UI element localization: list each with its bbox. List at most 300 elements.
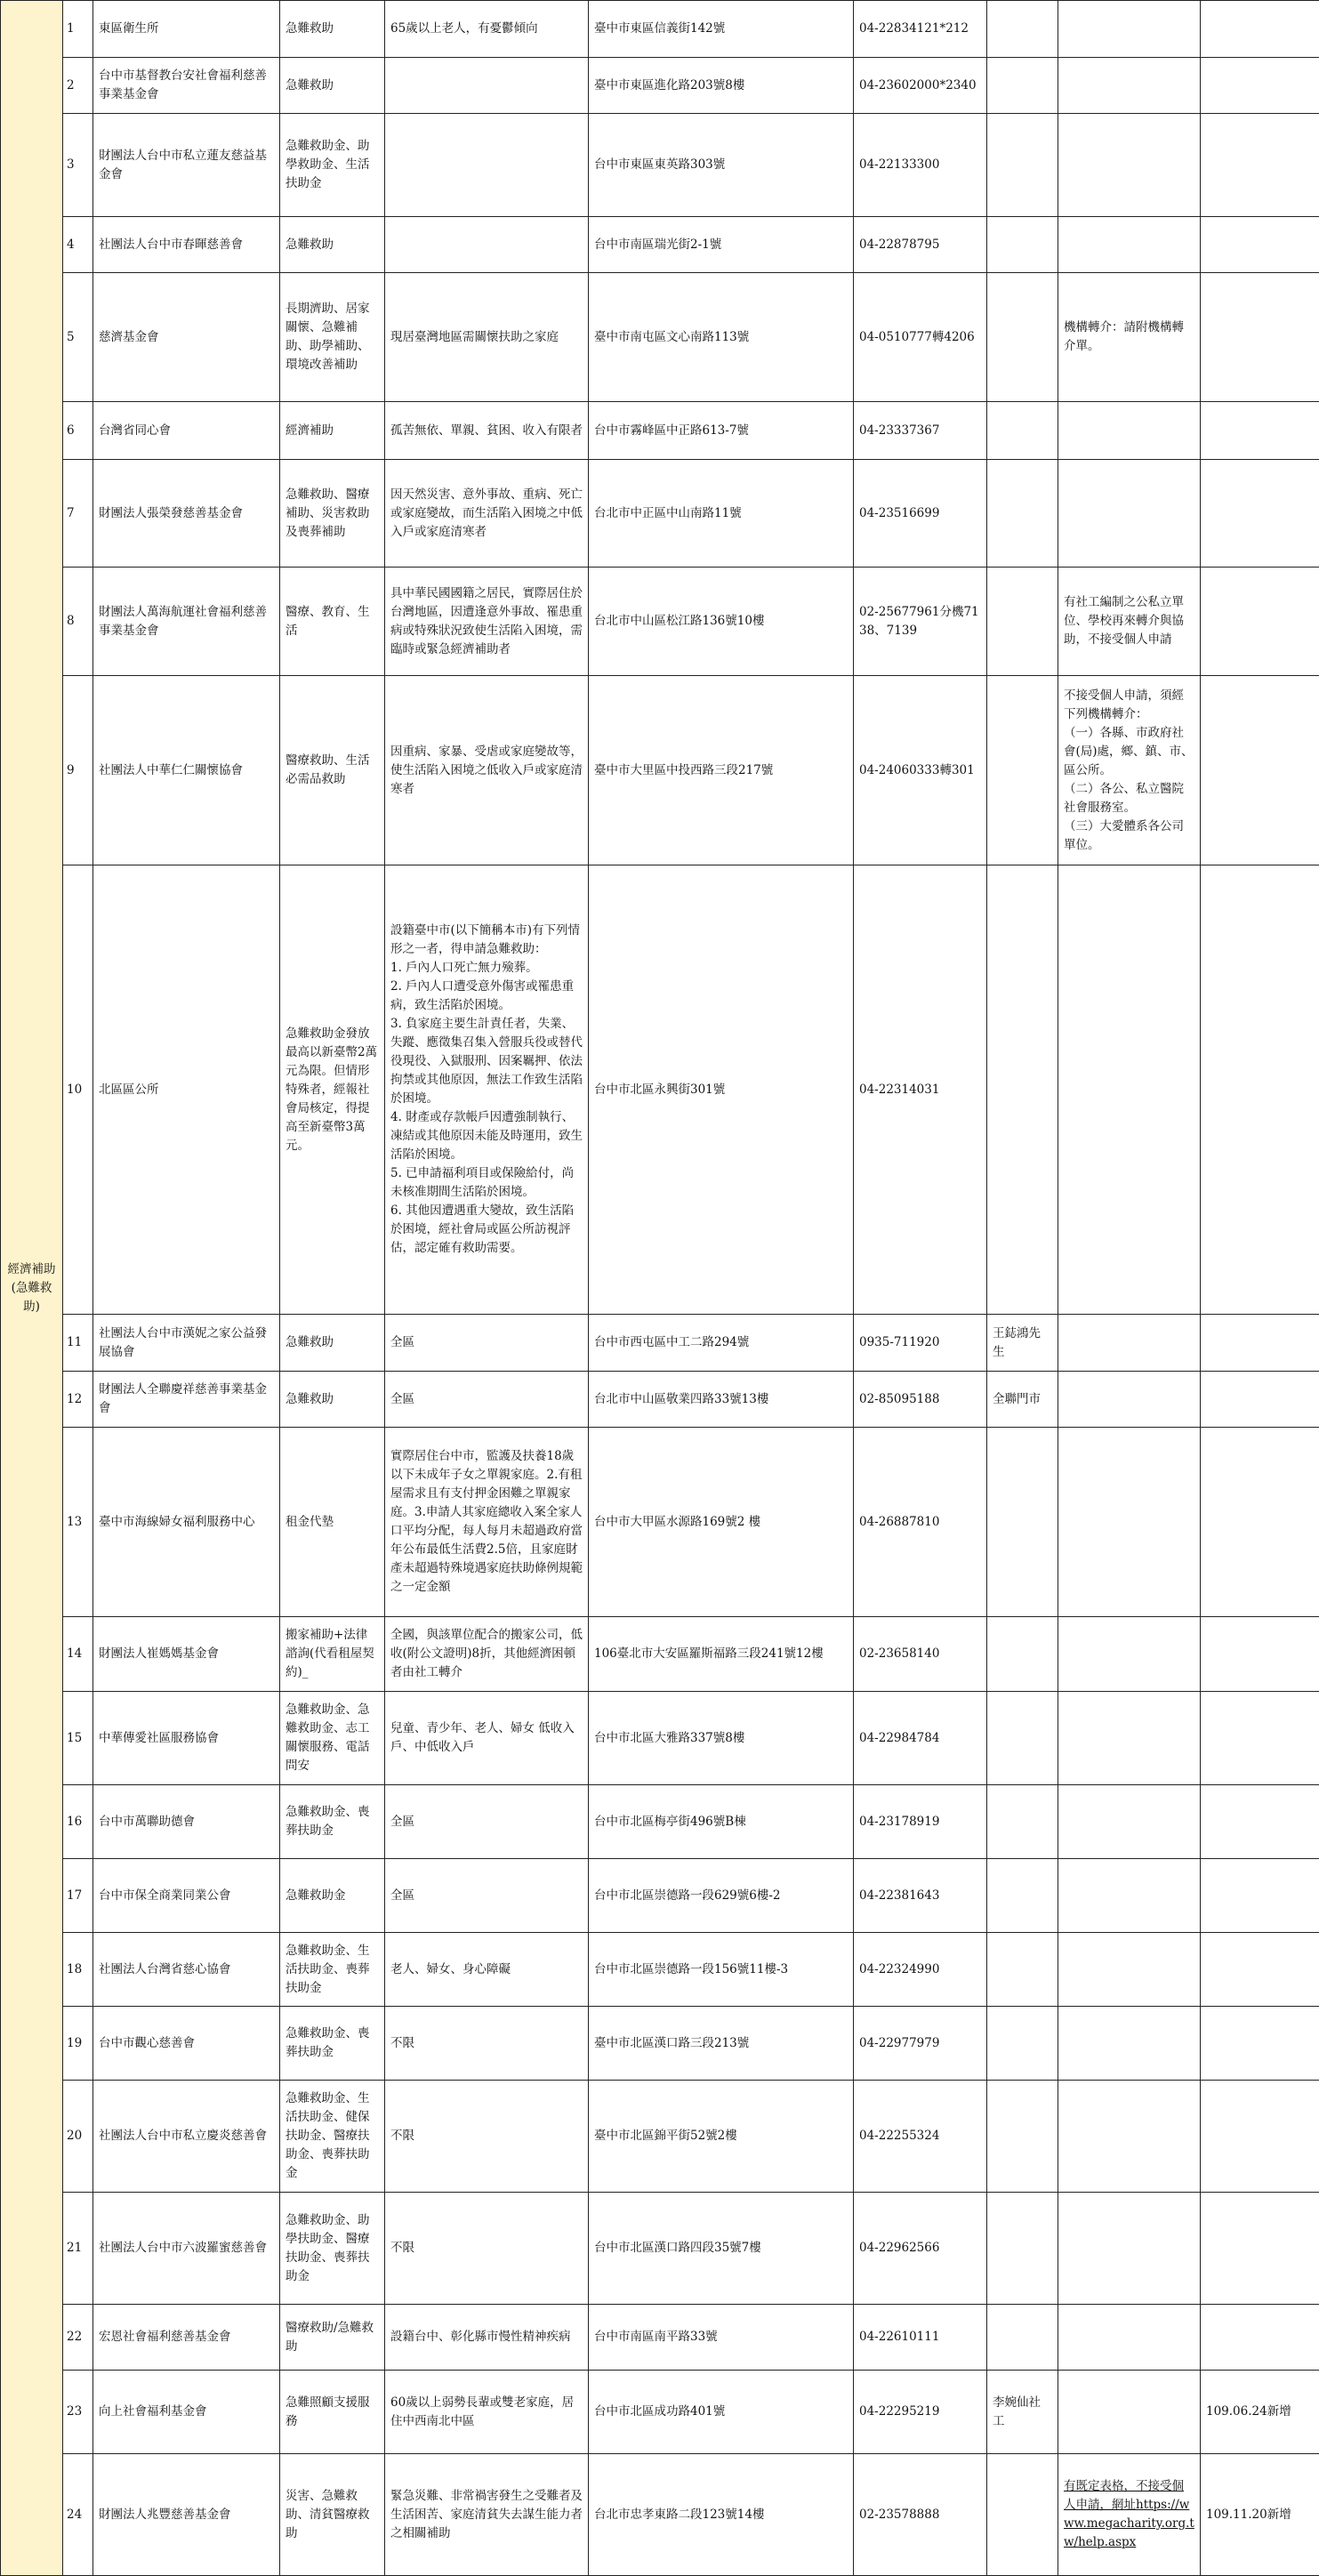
note-cell [1058,1859,1201,1933]
phone-cell [854,865,987,1315]
row-number: 4 [67,237,75,252]
phone-cell [854,2305,987,2371]
assistance-type-cell [280,676,385,865]
organization-name: 台灣省同心會 [99,423,171,438]
assistance-type: 急難救助金、生活扶助金、喪葬扶助金 [286,1944,370,1995]
organization-name: 社團法人台中市六波羅蜜慈善會 [99,2241,267,2255]
phone: 04-24060333轉301 [859,763,975,777]
table-row [1,2454,1319,2576]
phone: 04-22610111 [859,2330,939,2344]
address-cell [589,1,854,58]
phone: 04-22878795 [859,237,939,252]
contact-person-cell [987,1315,1058,1372]
phone-cell [854,1372,987,1428]
address-cell [589,2454,854,2576]
phone-cell [854,58,987,114]
phone: 04-0510777轉4206 [859,330,975,344]
row-number: 19 [67,2036,82,2050]
eligibility-cell [385,2305,589,2371]
contact-person-cell [987,1692,1058,1785]
table-row [1,1617,1319,1692]
address-cell [589,217,854,273]
update-note-cell [1201,1,1319,58]
row-number: 6 [67,423,75,438]
update-note: 109.06.24新增 [1206,2404,1291,2419]
note-cell [1058,1692,1201,1785]
eligibility: 不限 [390,2036,414,2050]
row-number-cell [63,2371,93,2454]
address: 台中市北區崇德路一段629號6樓-2 [594,1888,781,1903]
phone: 04-22977979 [859,2036,939,2050]
update-note-cell [1201,217,1319,273]
assistance-type-cell [280,1315,385,1372]
note-cell [1058,114,1201,217]
eligibility-cell [385,114,589,217]
address-cell [589,2081,854,2193]
update-note-cell [1201,1785,1319,1859]
update-note-cell [1201,1692,1319,1785]
update-note-cell [1201,2371,1319,2454]
eligibility: 65歲以上老人，有憂鬱傾向 [390,21,538,36]
note-cell [1058,402,1201,460]
contact-person-cell [987,217,1058,273]
assistance-type-cell [280,1692,385,1785]
eligibility: 設籍臺中市(以下簡稱本市)有下列情形之一者，得申請急難救助： 1. 戶內人口死亡無力殮葬。 2. 戶內人口遭受意外傷害或罹患重病，致生活陷於困境。 3. 負家庭主要生計責任者，失業、失蹤、應徵集召集入營服兵役或替代役現役、入獄服刑、因案羈押、依法拘禁或其他原因，無法工作致生活陷於困境。 4. 財產或存款帳戶因遭強制執行、凍結或其他原因未能及時運用，致生活陷於困境。 5. 已申請福利項目或保險給付，尚未核准期間生活陷於困境。 6. 其他因遭遇重大變故，致生活陷於困境，經社會局或區公所訪視評估，認定確有救助需要。 [390,923,583,1255]
address: 台中市北區大雅路337號8樓 [594,1731,744,1745]
note: 機構轉介：請附機構轉介單。 [1064,320,1184,353]
update-note-cell [1201,1617,1319,1692]
phone: 04-22834121*212 [859,21,969,36]
table-row [1,273,1319,402]
organization-name: 臺中市海線婦女福利服務中心 [99,1515,255,1529]
assistance-type: 急難救助金發放最高以新臺幣2萬元為限。但情形特殊者，經報社會局核定，得提高至新臺幣3萬元。 [286,1026,377,1153]
assistance-type-cell [280,460,385,568]
organization-name-cell [93,1,280,58]
address: 台中市北區崇德路一段156號11樓-3 [594,1962,788,1976]
eligibility: 全區 [390,1815,414,1829]
organization-name-cell [93,1933,280,2007]
address: 台北市中山區敬業四路33號13樓 [594,1392,768,1406]
update-note-cell [1201,2081,1319,2193]
assistance-type-cell [280,217,385,273]
phone: 02-23658140 [859,1646,939,1661]
organization-name: 宏恩社會福利慈善基金會 [99,2330,231,2344]
organization-name-cell [93,2007,280,2081]
row-number-cell [63,1933,93,2007]
table-row [1,1428,1319,1617]
note-cell [1058,1933,1201,2007]
eligibility: 全國，與該單位配合的搬家公司，低收(附公文證明)8折，其他經濟困頓者由社工轉介 [390,1628,583,1679]
assistance-type-cell [280,568,385,676]
note-cell [1058,2371,1201,2454]
assistance-type-cell [280,2305,385,2371]
row-number-cell [63,273,93,402]
table-row [1,1785,1319,1859]
phone-cell [854,1428,987,1617]
row-number-cell [63,2454,93,2576]
row-number-cell [63,402,93,460]
eligibility-cell [385,2193,589,2305]
assistance-type: 急難救助 [286,1335,334,1349]
phone-cell [854,1692,987,1785]
organization-name: 東區衛生所 [99,21,159,36]
organization-name-cell [93,217,280,273]
organization-name: 財團法人崔媽媽基金會 [99,1646,219,1661]
organization-name: 北區區公所 [99,1083,159,1097]
eligibility-cell [385,1372,589,1428]
eligibility-cell [385,1617,589,1692]
note-cell [1058,676,1201,865]
update-note-cell [1201,460,1319,568]
contact-person-cell [987,2081,1058,2193]
note: 有社工編制之公私立單位、學校再來轉介與協助，不接受個人申請 [1064,595,1184,647]
address-cell [589,865,854,1315]
organization-name: 財團法人兆豐慈善基金會 [99,2508,231,2522]
contact-person-cell [987,2193,1058,2305]
phone: 02-85095188 [859,1392,939,1406]
contact-person-cell [987,114,1058,217]
assistance-type-cell [280,1428,385,1617]
assistance-type-cell [280,1859,385,1933]
contact-person: 李婉仙社工 [993,2395,1041,2428]
contact-person-cell [987,1859,1058,1933]
phone-cell [854,114,987,217]
row-number: 22 [67,2330,82,2344]
row-number: 2 [67,78,75,93]
row-number: 12 [67,1392,82,1406]
organization-name-cell [93,568,280,676]
update-note-cell [1201,114,1319,217]
assistance-type: 災害、急難救助、清貧醫療救助 [286,2489,370,2540]
table-row [1,676,1319,865]
contact-person-cell [987,460,1058,568]
row-number-cell [63,1785,93,1859]
address: 臺中市南屯區文心南路113號 [594,330,749,344]
phone: 04-23516699 [859,506,939,520]
address-cell [589,2371,854,2454]
note-cell [1058,1,1201,58]
organization-name-cell [93,1692,280,1785]
category-cell [1,1,63,2576]
assistance-type-cell [280,2193,385,2305]
assistance-type-cell [280,2081,385,2193]
table-row [1,217,1319,273]
assistance-type-cell [280,1617,385,1692]
note: 不接受個人申請，須經下列機構轉介： （一）各縣、市政府社會(局)處，鄉、鎮、市、區公所。 （二）各公、私立醫院社會服務室。 （三）大愛體系各公司單位。 [1064,688,1194,852]
organization-name-cell [93,1617,280,1692]
phone: 04-22324990 [859,1962,939,1976]
row-number-cell [63,2081,93,2193]
phone-cell [854,2371,987,2454]
address: 台中市大甲區水源路169號2 樓 [594,1515,760,1529]
phone-cell [854,2193,987,2305]
address-cell [589,1692,854,1785]
table-row [1,1692,1319,1785]
phone-cell [854,1859,987,1933]
address: 臺中市東區進化路203號8樓 [594,78,744,93]
phone: 04-22133300 [859,157,939,172]
row-number: 13 [67,1515,82,1529]
note-cell [1058,2007,1201,2081]
address: 台中市北區永興街301號 [594,1083,725,1097]
note-cell [1058,568,1201,676]
assistance-type: 搬家補助+法律諮詢(代看租屋契約)_ [286,1628,374,1679]
address-cell [589,1933,854,2007]
eligibility-cell [385,2371,589,2454]
organization-name-cell [93,2371,280,2454]
eligibility-cell [385,58,589,114]
phone-cell [854,568,987,676]
phone: 04-22381643 [859,1888,939,1903]
organization-name: 台中市基督教台安社會福利慈善事業基金會 [99,68,267,101]
row-number: 16 [67,1815,82,1829]
assistance-type-cell [280,402,385,460]
table-row [1,114,1319,217]
address: 台中市北區梅亭街496號B棟 [594,1815,746,1829]
contact-person-cell [987,1372,1058,1428]
phone-cell [854,402,987,460]
contact-person-cell [987,2305,1058,2371]
row-number-cell [63,865,93,1315]
phone-cell [854,1617,987,1692]
organization-name: 財團法人台中市私立蓮友慈益基金會 [99,149,267,181]
update-note-cell [1201,865,1319,1315]
phone-cell [854,2454,987,2576]
address-cell [589,1315,854,1372]
address-cell [589,402,854,460]
eligibility-cell [385,273,589,402]
assistance-type: 急難救助金、喪葬扶助金 [286,1805,370,1838]
address-cell [589,1428,854,1617]
update-note-cell [1201,2007,1319,2081]
assistance-type: 急難救助金、急難救助金、志工關懷服務、電話問安 [286,1703,370,1773]
eligibility-cell [385,217,589,273]
address: 臺中市北區錦平街52號2樓 [594,2129,737,2143]
table-row [1,1315,1319,1372]
eligibility-cell [385,1315,589,1372]
row-number: 14 [67,1646,82,1661]
row-number-cell [63,2007,93,2081]
row-number: 24 [67,2508,82,2522]
eligibility: 現居臺灣地區需關懷扶助之家庭 [390,330,559,344]
eligibility-cell [385,2081,589,2193]
row-number-cell [63,1859,93,1933]
contact-person-cell [987,1428,1058,1617]
eligibility-cell [385,1933,589,2007]
eligibility: 實際居住台中市，監護及扶養18歲以下未成年子女之單親家庭。2.有租屋需求且有支付押金困難之單親家庭。3.申請人其家庭總收入案全家人口平均分配，每人每月未超過政府當年公布最低生活費2.5倍，且家庭財產未超過特殊境遇家庭扶助條例規範之一定金額 [390,1449,583,1594]
assistance-type-cell [280,1,385,58]
update-note: 109.11.20新增 [1206,2508,1291,2522]
table-row [1,1,1319,58]
organization-name-cell [93,58,280,114]
organization-name: 財團法人全聯慶祥慈善事業基金會 [99,1382,267,1415]
note-cell [1058,1315,1201,1372]
address: 台中市北區成功路401號 [594,2404,725,2419]
row-number: 23 [67,2404,82,2419]
row-number: 10 [67,1083,82,1097]
contact-person-cell [987,2454,1058,2576]
organization-name-cell [93,2081,280,2193]
table-body [1,1,1319,2576]
row-number: 21 [67,2241,82,2255]
update-note-cell [1201,568,1319,676]
table-row [1,2305,1319,2371]
note-cell [1058,1428,1201,1617]
address: 台中市西屯區中工二路294號 [594,1335,749,1349]
note-cell [1058,58,1201,114]
row-number: 18 [67,1962,82,1976]
organization-name-cell [93,676,280,865]
phone-cell [854,676,987,865]
eligibility: 老人、婦女、身心障礙 [390,1962,511,1976]
assistance-type: 急難救助金、助學救助金、生活扶助金 [286,139,370,190]
eligibility: 因天然災害、意外事故、重病、死亡或家庭變故，而生活陷入困境之中低入戶或家庭清寒者 [390,487,583,539]
table-row [1,568,1319,676]
address: 106臺北市大安區羅斯福路三段241號12樓 [594,1646,824,1661]
note-cell [1058,217,1201,273]
row-number: 17 [67,1888,82,1903]
table-row [1,1859,1319,1933]
row-number: 15 [67,1731,82,1745]
row-number: 1 [67,21,75,36]
contact-person-cell [987,2371,1058,2454]
phone-cell [854,1933,987,2007]
phone-cell [854,1785,987,1859]
row-number: 7 [67,506,75,520]
phone: 04-22255324 [859,2129,939,2143]
organization-name-cell [93,2454,280,2576]
table-row [1,58,1319,114]
row-number-cell [63,1315,93,1372]
contact-person-cell [987,1617,1058,1692]
organization-name-cell [93,1428,280,1617]
table-row [1,865,1319,1315]
address-cell [589,2305,854,2371]
organization-name-cell [93,273,280,402]
contact-person: 王鋕鴻先生 [993,1326,1041,1359]
address-cell [589,2193,854,2305]
address: 台北市中正區中山南路11號 [594,506,742,520]
phone: 04-23337367 [859,423,939,438]
row-number: 9 [67,763,75,777]
assistance-type: 經濟補助 [286,423,334,438]
row-number-cell [63,58,93,114]
row-number-cell [63,460,93,568]
phone: 04-22962566 [859,2241,939,2255]
phone: 02-25677961分機7138、7139 [859,605,979,638]
organization-name: 社團法人台中市漢妮之家公益發展協會 [99,1326,267,1359]
update-note-cell [1201,58,1319,114]
assistance-type-cell [280,2454,385,2576]
organization-name-cell [93,1372,280,1428]
eligibility-cell [385,2007,589,2081]
address: 台北市忠孝東路二段123號14樓 [594,2508,764,2522]
phone: 04-22295219 [859,2404,939,2419]
address: 台北市中山區松江路136號10樓 [594,614,764,628]
update-note-cell [1201,2454,1319,2576]
organization-name-cell [93,1315,280,1372]
organization-name: 社團法人中華仁仁關懷協會 [99,763,243,777]
eligibility-cell [385,1692,589,1785]
eligibility: 因重病、家暴、受虐或家庭變故等，使生活陷入困境之低收入戶或家庭清寒者 [390,745,583,796]
update-note-cell [1201,1428,1319,1617]
row-number-cell [63,114,93,217]
contact-person-cell [987,1,1058,58]
update-note-cell [1201,2305,1319,2371]
eligibility: 全區 [390,1392,414,1406]
row-number-cell [63,2305,93,2371]
assistance-type: 急難救助金、喪葬扶助金 [286,2026,370,2059]
row-number-cell [63,217,93,273]
note-cell [1058,865,1201,1315]
contact-person-cell [987,402,1058,460]
update-note-cell [1201,402,1319,460]
row-number-cell [63,1617,93,1692]
address-cell [589,58,854,114]
update-note-cell [1201,273,1319,402]
organization-name: 社團法人台灣省慈心協會 [99,1962,231,1976]
address-cell [589,114,854,217]
table-row [1,1372,1319,1428]
table-row [1,402,1319,460]
table-row [1,2007,1319,2081]
contact-person-cell [987,1785,1058,1859]
table-row [1,2371,1319,2454]
assistance-type: 急難救助 [286,21,334,36]
eligibility-cell [385,676,589,865]
address-cell [589,1617,854,1692]
assistance-type: 急難照顧支援服務 [286,2395,370,2428]
organization-name: 向上社會福利基金會 [99,2404,207,2419]
update-note-cell [1201,2193,1319,2305]
update-note-cell [1201,1315,1319,1372]
phone: 0935-711920 [859,1335,939,1349]
phone-cell [854,2007,987,2081]
organization-name-cell [93,2193,280,2305]
eligibility: 全區 [390,1335,414,1349]
phone: 02-23578888 [859,2508,939,2522]
row-number-cell [63,568,93,676]
address-cell [589,1785,854,1859]
contact-person: 全聯門市 [993,1392,1041,1406]
assistance-type-cell [280,2007,385,2081]
organization-name-cell [93,1859,280,1933]
eligibility: 孤苦無依、單親、貧困、收入有限者 [390,423,583,438]
table-row [1,2081,1319,2193]
address: 臺中市大里區中投西路三段217號 [594,763,773,777]
eligibility: 不限 [390,2241,414,2255]
contact-person-cell [987,1933,1058,2007]
eligibility-cell [385,460,589,568]
eligibility-cell [385,1785,589,1859]
organization-name: 台中市萬聯助德會 [99,1815,195,1829]
address: 台中市南區瑞光街2-1號 [594,237,721,252]
row-number-cell [63,1428,93,1617]
assistance-type: 急難救助 [286,78,334,93]
category-label: 經濟補助 (急難救 助) [8,1262,56,1314]
organization-name-cell [93,114,280,217]
table-row [1,1933,1319,2007]
row-number-cell [63,1,93,58]
row-number: 5 [67,330,75,344]
address: 台中市南區南平路33號 [594,2330,718,2344]
organization-name: 財團法人萬海航運社會福利慈善事業基金會 [99,605,267,638]
address-cell [589,676,854,865]
phone-cell [854,2081,987,2193]
row-number: 20 [67,2129,82,2143]
assistance-type: 急難救助金、助學扶助金、醫療扶助金、喪葬扶助金 [286,2213,370,2283]
table-row [1,460,1319,568]
